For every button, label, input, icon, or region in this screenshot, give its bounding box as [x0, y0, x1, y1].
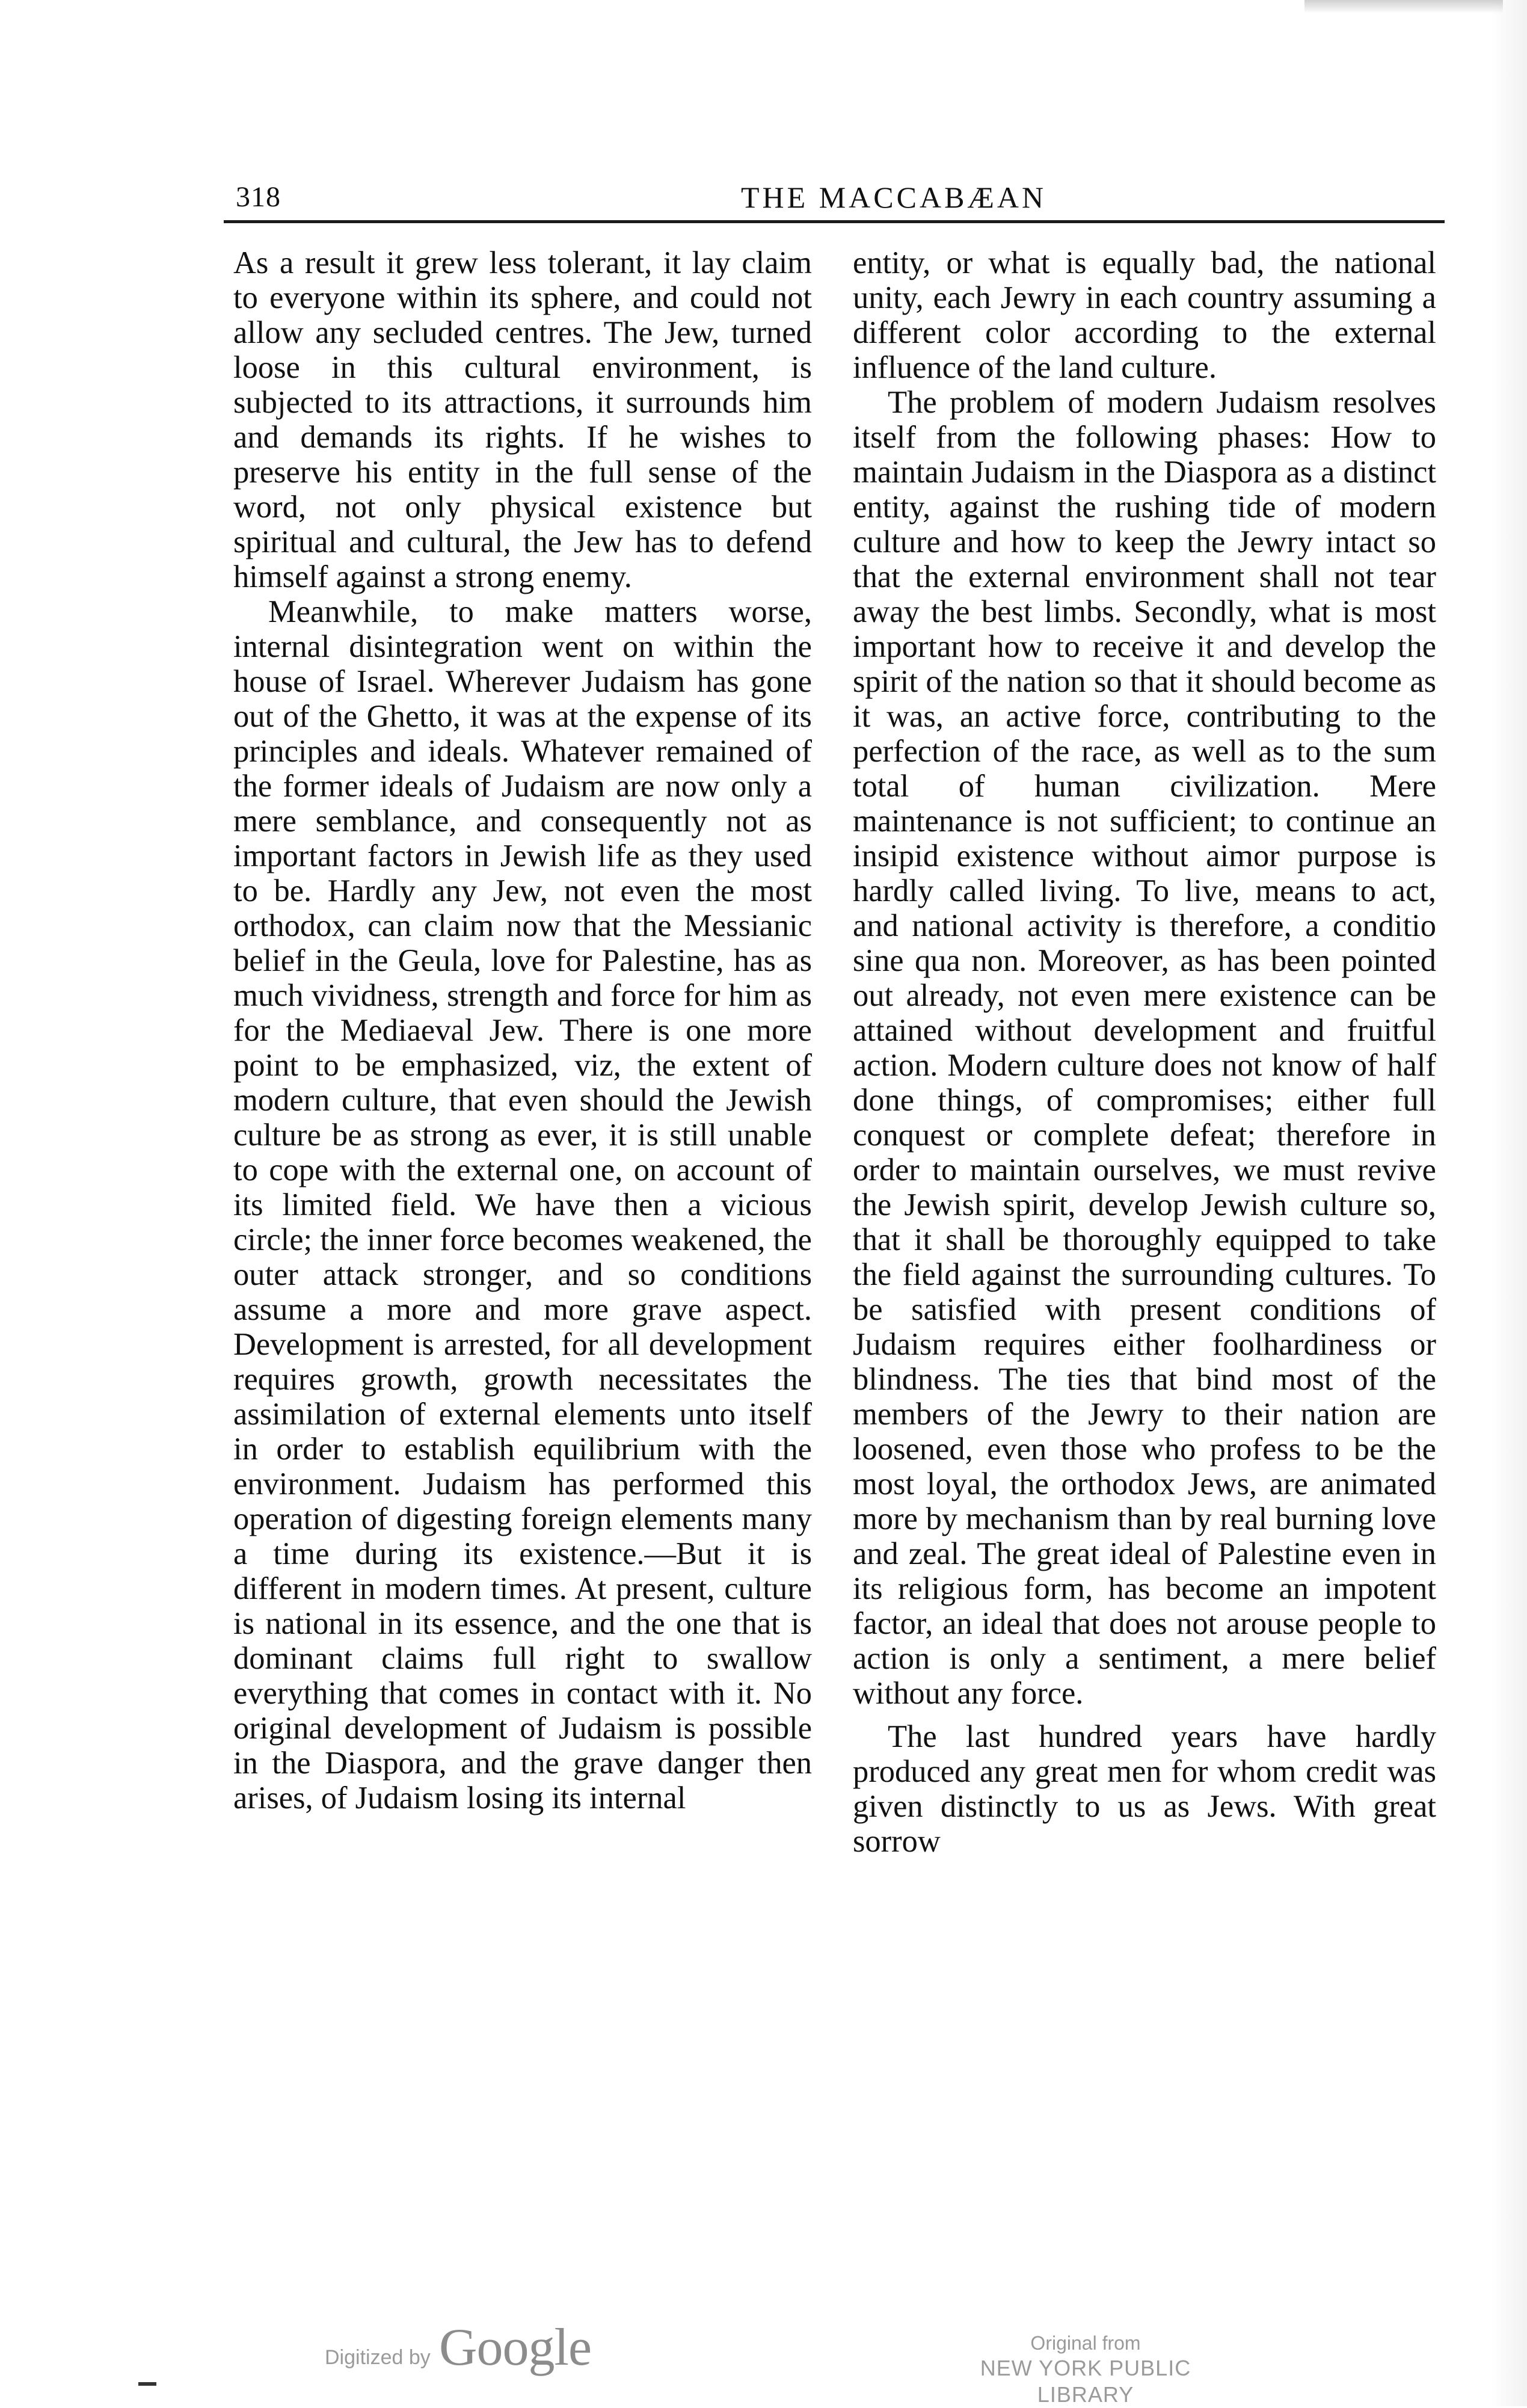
library-watermark: [929, 2331, 1242, 2408]
digitized-by-text: Digitized by: [325, 2346, 431, 2369]
page-header: [224, 179, 1445, 220]
header-rule: [224, 220, 1445, 223]
google-logo: Google: [439, 2318, 592, 2377]
page-number: 318: [236, 181, 281, 213]
original-from-text: Original from: [1030, 2332, 1141, 2354]
scan-edge-shadow: [1491, 0, 1527, 2406]
paragraph: The problem of modern Judaism resolves itself from the following phases: How to maintain Judaism in the Diaspora as a distinct entity, against the rushing tide of modern culture and how to keep the Jewry intact so that the external environment shall not tear away the best limbs. Secondly, what is most important how to receive it and develop the spirit of the nation so that it should become as it was, an active force, contributing to the perfection of the race, as well as to the sum total of human civilization. Mere maintenance is not sufficient; to continue an insipid existence without aimor purpose is hardly called living. To live, means to act, and national activity is therefore, a conditio sine qua non. Moreover, as has been pointed out already, not even mere existence can be attained without development and fruitful action. Modern culture does not know of half done things, of compromises; either full conquest or complete defeat; therefore in order to maintain ourselves, we must revive the Jewish spirit, develop Jewish culture so, that it shall be thoroughly equipped to take the field against the surrounding cultures. To be satisfied with present conditions of Judaism requires either foolhardiness or blindness. The ties that bind most of the members of the Jewry to their nation are loosened, even those who profess to be the most loyal, the orthodox Jews, are animated more by mechanism than by real burning love and zeal. The great ideal of Palestine even in its religious form, has become an impotent factor, an ideal that does not arouse people to action is only a sentiment, a mere belief without any force.: [853, 385, 1436, 1711]
running-title: THE MACCABÆAN: [741, 180, 1047, 214]
scan-mark: [138, 2382, 156, 2386]
scan-smudge: [1304, 0, 1503, 13]
paragraph: Meanwhile, to make matters worse, internal disintegration went on within the house of Israel. Wherever Judaism has gone out of the Ghetto, it was at the expense of its principles and ideals. Whatever remained of the former ideals of Judaism are now only a mere semblance, and consequently not as important factors in Jewish life as they used to be. Hardly any Jew, not even the most orthodox, can claim now that the Messianic belief in the Geula, love for Palestine, has as much vividness, strength and force for him as for the Mediaeval Jew. There is one more point to be emphasized, viz, the extent of modern culture, that even should the Jewish culture be as strong as ever, it is still unable to cope with the external one, on account of its limited field. We have then a vicious circle; the inner force becomes weakened, the outer attack stronger, and so conditions assume a more and more grave aspect. Development is arrested, for all development requires growth, growth necessitates the assimilation of external elements unto itself in order to establish equilibrium with the environment. Judaism has performed this operation of digesting foreign elements many a time during its existence.—But it is different in modern times. At present, culture is national in its essence, and the one that is dominant claims full right to swallow everything that comes in contact with it. No original development of Judaism is possible in the Diaspora, and the grave danger then arises, of Judaism losing its internal: [233, 594, 812, 1815]
paragraph: The last hundred years have hardly produced any great men for whom credit was given distinctly to us as Jews. With great sorrow: [853, 1719, 1436, 1859]
paragraph: As a result it grew less tolerant, it lay claim to everyone within its sphere, and could not allow any secluded centres. The Jew, turned loose in this cultural environment, is subjected to its attractions, it surrounds him and demands its rights. If he wishes to preserve his entity in the full sense of the word, not only physical existence but spiritual and cultural, the Jew has to defend himself against a strong enemy.: [233, 245, 812, 594]
right-column: [853, 245, 1436, 1859]
left-column: [233, 245, 812, 1815]
paragraph: entity, or what is equally bad, the national unity, each Jewry in each country assuming a different color according to the external influence of the land culture.: [853, 245, 1436, 385]
library-name: NEW YORK PUBLIC LIBRARY: [980, 2356, 1191, 2407]
digitized-by-watermark: [325, 2317, 638, 2377]
